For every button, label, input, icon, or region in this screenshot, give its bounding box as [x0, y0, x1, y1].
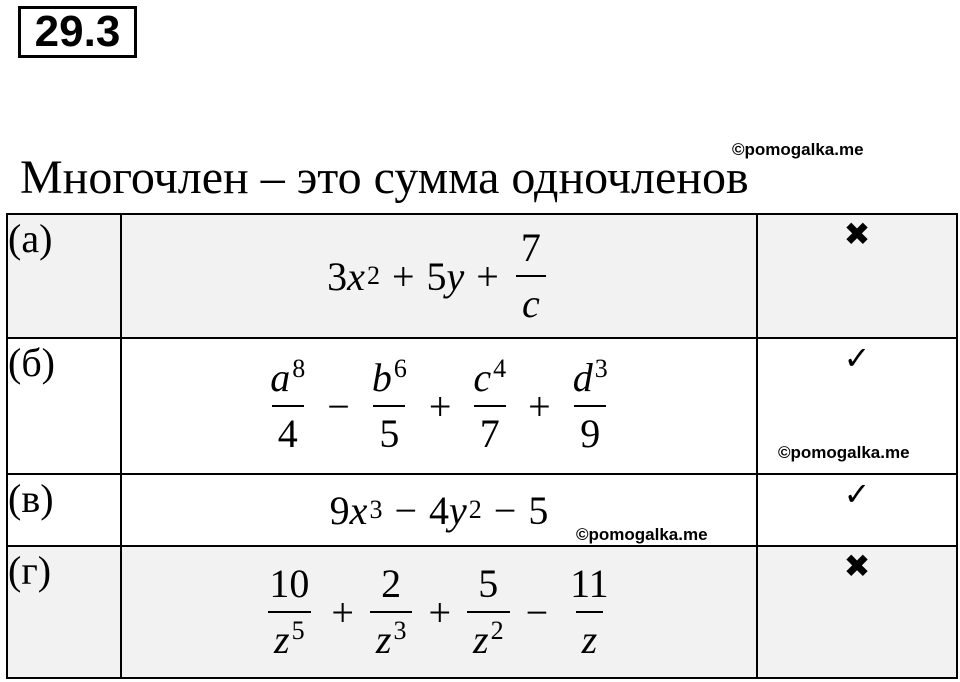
row-label-a: (а) — [7, 214, 121, 338]
operator: − — [525, 589, 549, 635]
table-row — [7, 338, 957, 474]
exponent: 5 — [291, 615, 305, 645]
problem-number: 29.3 — [18, 6, 137, 58]
variable: z — [581, 617, 598, 662]
operator: − — [394, 487, 417, 533]
fraction — [515, 221, 547, 331]
definition-text: Многочлен – это сумма одночленов — [20, 151, 749, 204]
row-label-v: (в) — [7, 474, 121, 546]
coef: 5 — [426, 253, 447, 299]
denominator: 9 — [574, 405, 606, 461]
variable: d — [572, 355, 593, 400]
numerator: 11 — [570, 561, 609, 606]
answers-table — [6, 213, 958, 679]
expression-g — [121, 546, 757, 678]
cross-icon: ✖ — [757, 214, 957, 338]
denominator: 5 — [373, 405, 405, 461]
watermark-row-v: ©pomogalka.me — [576, 525, 708, 544]
watermark-row-b: ©pomogalka.me — [778, 443, 910, 462]
fraction — [564, 557, 615, 667]
numerator: 7 — [520, 225, 541, 270]
fraction — [370, 557, 413, 667]
operator: + — [428, 589, 452, 635]
operator: + — [528, 383, 551, 429]
variable: b — [371, 355, 392, 400]
operator: − — [327, 383, 350, 429]
operator: + — [476, 253, 499, 299]
operator: − — [493, 487, 517, 533]
exponent: 6 — [393, 353, 407, 383]
cross-icon: ✖ — [757, 546, 957, 678]
table-row — [7, 546, 957, 678]
numerator: 10 — [269, 561, 310, 606]
operator: + — [428, 383, 452, 429]
exponent: 3 — [393, 615, 407, 645]
coef: 9 — [329, 487, 350, 533]
denominator: 7 — [474, 405, 506, 461]
expression-a: 3 x 2 + 5 y + $\frac{7}{c}$ — [121, 214, 757, 338]
variable: a — [270, 355, 291, 400]
mark-cell-b — [757, 338, 957, 474]
fraction — [264, 351, 311, 461]
variable: x — [347, 253, 365, 299]
numerator: 5 — [478, 561, 499, 606]
numerator: 2 — [381, 561, 402, 606]
expression-b — [121, 338, 757, 474]
table-row — [7, 214, 957, 338]
fraction — [567, 351, 614, 461]
variable: z — [375, 617, 392, 662]
variable: y — [446, 253, 465, 299]
variable: z — [473, 617, 489, 662]
fraction — [263, 557, 315, 667]
exponent: 4 — [493, 353, 507, 383]
constant: 5 — [528, 487, 549, 533]
denominator: 4 — [272, 405, 304, 461]
fraction — [467, 557, 510, 667]
coef: 4 — [429, 487, 449, 533]
variable: y — [449, 487, 467, 533]
denominator: c — [521, 281, 540, 326]
watermark-top: ©pomogalka.me — [732, 140, 864, 159]
operator: + — [391, 253, 415, 299]
expression-v: 9 x 3 − 4 y 2 − 5 ©pomogalka.me — [121, 474, 757, 546]
operator: + — [331, 589, 354, 635]
exponent: 3 — [594, 353, 608, 383]
row-label-b: (б) — [7, 338, 121, 474]
variable: z — [274, 617, 290, 662]
variable: c — [473, 355, 492, 400]
fraction — [366, 351, 413, 461]
variable: x — [349, 487, 368, 533]
exponent: 8 — [292, 353, 306, 383]
exponent: 2 — [490, 615, 504, 645]
table-row — [7, 474, 957, 546]
coef: 3 — [327, 253, 348, 299]
fraction — [467, 351, 512, 461]
check-icon: ✓ — [843, 339, 871, 377]
check-icon: ✓ — [757, 474, 957, 546]
row-label-g: (г) — [7, 546, 121, 678]
